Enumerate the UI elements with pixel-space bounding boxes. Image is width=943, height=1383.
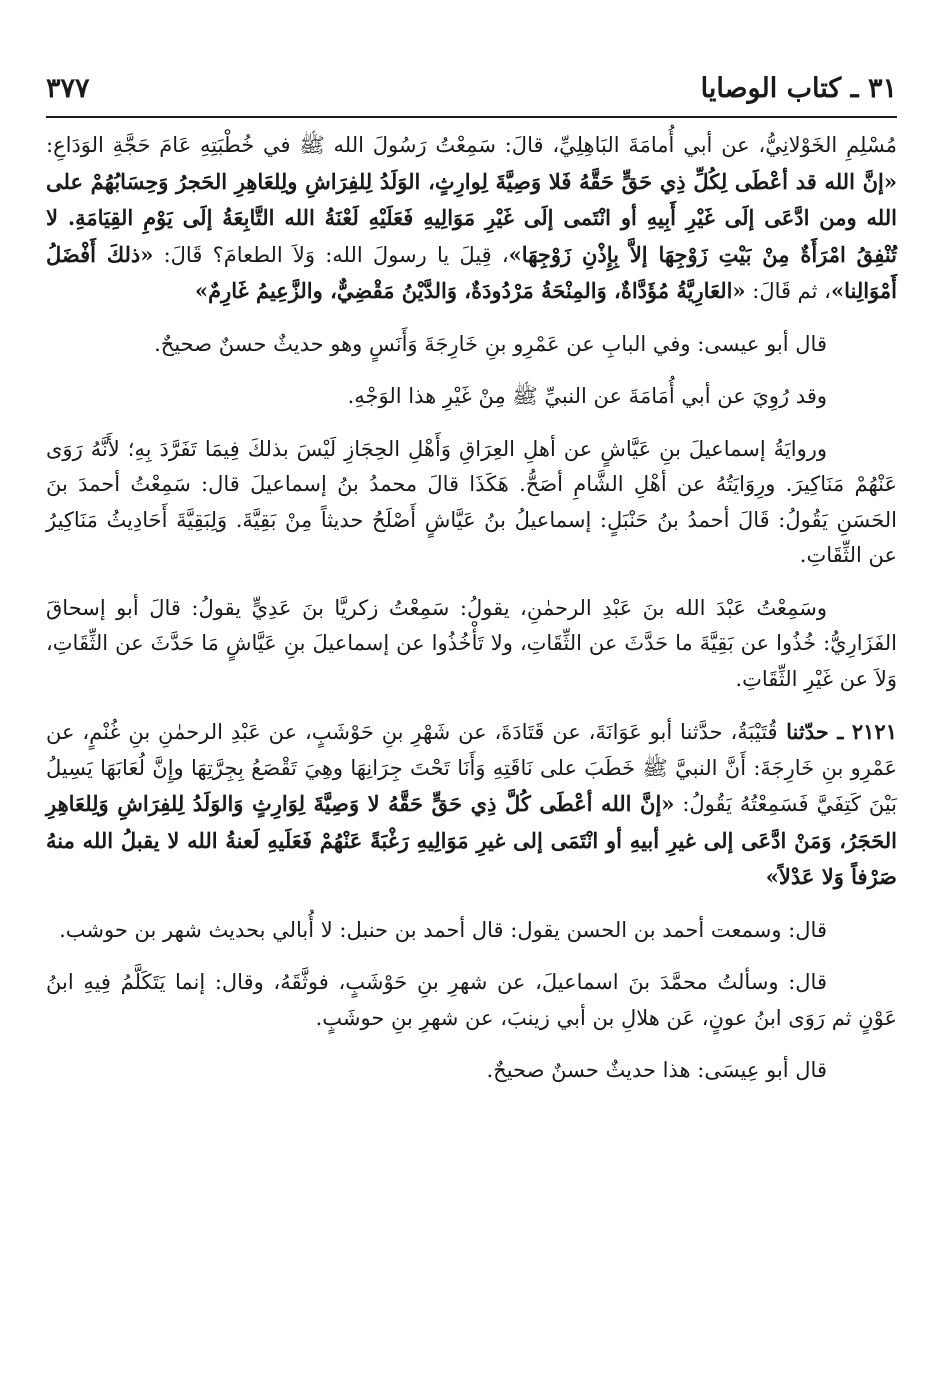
- text-run: قال: وسمعت أحمد بن الحسن يقول: قال أحمد بن حنبل: لا أُبالي بحديث شهر بن حوشب.: [59, 917, 827, 942]
- bold-text-run: ٢١٢١ ـ حدّثنا: [777, 719, 897, 744]
- page-body: [46, 128, 897, 1089]
- paragraph: [46, 965, 897, 1036]
- paragraph: [46, 913, 897, 949]
- paragraph: [46, 327, 897, 363]
- text-run: قال: وسألتُ محمَّدَ بنَ اسماعيلَ، عن شهرِ بنِ حَوْشَبٍ، فوثَّقَهُ، وقال: إنما يَتَكَلَّمُ فِيهِ ابنُ عَوْنٍ ثم رَوَى ابنُ عونٍ، عَن هلالِ بن أبي زينبَ، عن شهرِ بنِ حوشَبٍ.: [46, 970, 897, 1030]
- hadith-2121-paragraph: [46, 714, 897, 896]
- text-run: ، ثم قَالَ:: [745, 279, 831, 303]
- page-number: ٣٧٧: [46, 72, 90, 104]
- text-run: قُتَيْبَةُ، حدَّثنا أبو عَوَانَةَ، عن قَتَادَةَ، عن شَهْرِ بنِ حَوْشَبٍ، عن عَبْدِ الرحمٰنِ بنِ غُنْمٍ، عن عَمْرِو بنِ خَارِجَةَ: أَنَّ النبيَّ ﷺ خَطَبَ على نَاقَتِهِ وَأَنَا تَحْتَ جِرَانِهَا وهِيَ تَقْصَعُ بِجِرَّتِهَا وإِنَّ لُعَابَهَا يَسِيلُ بَيْنَ كَتِفَيَّ فَسَمِعْتُهُ يَقُولُ:: [46, 720, 898, 816]
- text-run: وقد رُوِيَ عن أبي أُمَامَةَ عن النبيِّ ﷺ مِنْ غَيْرِ هذا الوَجْهِ.: [347, 384, 827, 408]
- paragraph: [46, 591, 897, 698]
- bold-text-run: «إنَّ الله أعْطَى كُلَّ ذِي حَقٍّ حَقَّهُ لا وَصِيَّةَ لِوَارِثٍ وَالوَلَدُ لِلفِرَاشِ وَلِلعَاهِرِ الحَجَرُ، وَمَنْ ادَّعَى إلى غيرِ أبيهِ أو انْتَمَى إلى غيرِ مَوَالِيهِ رَغْبَةً عَنْهُمْ فَعَلَيهِ لَعنةُ الله لا يقبلُ الله منهُ صَرْفاً وَلا عَدْلاً»: [46, 791, 897, 889]
- text-run: قال أبو عيسى: وفي البابِ عن عَمْرِو بنِ خَارِجَةَ وَأَنَسٍ وهو حديثٌ حسنٌ صحيحٌ.: [154, 331, 827, 356]
- running-header: [46, 66, 897, 110]
- header-rule: [46, 116, 897, 118]
- text-run: مُسْلِمِ الخَوْلانِيُّ، عن أبي أُمامَةَ البَاهِلِيِّ، قالَ: سَمِعْتُ رَسُولَ الله ﷺ في خُطْبَتِهِ عَامَ حَجَّةِ الوَدَاعِ:: [46, 133, 897, 157]
- text-run: ، قِيلَ يا رسولَ الله: وَلاَ الطعامَ؟ قَالَ:: [153, 242, 509, 267]
- text-run: قال أبو عِيسَى: هذا حديثٌ حسنٌ صحيحٌ.: [486, 1058, 827, 1082]
- paragraph: [46, 379, 897, 415]
- bold-text-run: «إنَّ الله قد أعْطَى لِكُلِّ ذِي حَقٍّ حَقَّهُ فَلا وَصِيَّةَ لِوارِثٍ، الوَلَدُ لِلفِرَاشِ ولِلعَاهِرِ الحَجرُ وَحِسَابُهُمْ على الله ومن ادَّعَى إلَى غَيْرِ أَبِيهِ أو انْتَمى إلَى غَيْرِ مَوَالِيهِ فَعَلَيْهِ لَعْنَةُ الله التَّابِعَةُ إلَى يَوْمِ القِيَامَةِ. لا تُنْفِقُ امْرَأَةٌ مِنْ بَيْتِ زَوْجِهَا إلاَّ بِإِذْنِ زَوْجِهَا»: [46, 168, 897, 267]
- paragraph: [46, 128, 897, 310]
- bold-text-run: «العَارِيَّةُ مُؤَدَّاةٌ، وَالمِنْحَةُ مَرْدُودَةٌ، وَالدَّيْنُ مَقْضِيٌّ، والزَّعِيمُ غَارِمٌ»: [195, 278, 746, 303]
- paragraph: [46, 432, 897, 574]
- text-run: وروايَةُ إسماعيلَ بنِ عَيَّاشٍ عن أهلِ العِرَاقِ وَأَهْلِ الحِجَازِ لَيْسَ بذلكَ فِيمَا تَفَرَّدَ بِهِ؛ لأَنَّهُ رَوَى عَنْهُمْ مَنَاكِيرَ. ورِوَايَتُهُ عن أهْلِ الشَّامِ أصَحُّ. هَكَذَا قالَ محمدُ بنُ إسماعيلَ قال: سَمِعْتُ أحمدَ بنَ الحَسَنِ يَقُولُ: قَالَ أحمدُ بنُ حَنْبَلٍ: إسماعيلُ بنُ عَيَّاشٍ أَصْلَحُ حديثاً مِنْ بَقِيَّةَ. وَلِبَقِيَّةَ أَحَادِيثُ مَنَاكِيرُ عن الثِّقَاتِ.: [46, 436, 897, 567]
- paragraph: [46, 1053, 897, 1089]
- text-run: وسَمِعْتُ عَبْدَ الله بنَ عَبْدِ الرحمٰنِ، يقولُ: سَمِعْتُ زكريَّا بنَ عَدِيٍّ يقولُ: قالَ أبو إسحاقَ الفَزَارِيُّ: خُذُوا عن بَقِيَّةَ ما حَدَّثَ عن الثِّقَاتِ، ولا تَأْخُذُوا عن إسماعيلَ بنِ عَيَّاشٍ مَا حَدَّثَ عن الثِّقَاتِ، وَلاَ عن غَيْرِ الثِّقَاتِ.: [46, 595, 897, 691]
- bold-text-run: «ذلكَ أَفْضَلُ أَمْوَالِنا»: [46, 241, 897, 303]
- chapter-title: ٣١ ـ كتاب الوصايا: [700, 72, 897, 104]
